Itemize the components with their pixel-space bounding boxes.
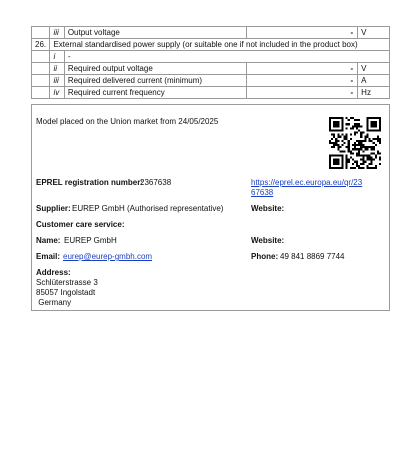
spec-table [31, 26, 390, 99]
eprel-label: EPREL registration number: [36, 178, 143, 187]
phone-label: Phone: [251, 252, 279, 261]
row-value: - [247, 63, 358, 75]
email-link[interactable]: eurep@eurep-gmbh.com [63, 252, 153, 261]
row-label: Required delivered current (minimum) [64, 75, 247, 87]
row-unit: V [358, 63, 390, 75]
row-label: Required current frequency [64, 87, 247, 99]
row-label: Output voltage [64, 27, 247, 39]
row-label: Required output voltage [64, 63, 247, 75]
care-website-label: Website: [251, 236, 285, 245]
table-row [32, 63, 390, 75]
row-number [32, 51, 50, 63]
address-label: Address: [36, 268, 71, 277]
row-value: - [247, 27, 358, 39]
table-row [32, 75, 390, 87]
address-line: Germany [36, 298, 72, 307]
row-number [32, 87, 50, 99]
row-roman: iii [50, 75, 64, 87]
table-row [32, 87, 390, 99]
row-number [32, 75, 50, 87]
supplier-website-label: Website: [251, 204, 285, 213]
row-number [32, 27, 50, 39]
row-unit: Hz [358, 87, 390, 99]
market-text: Model placed on the Union market from 24/05/2025 [36, 117, 219, 126]
table-row [32, 51, 390, 63]
row-label: External standardised power supply (or suitable one if not included in the product box) [50, 39, 390, 51]
name-label: Name: [36, 236, 61, 245]
phone-value: 49 841 8869 7744 [280, 252, 345, 261]
address-line: 85057 Ingolstadt [36, 288, 96, 297]
row-number: 26. [32, 39, 50, 51]
row-label: - [64, 51, 389, 63]
row-number [32, 63, 50, 75]
eprel-link[interactable]: https://eprel.ec.europa.eu/qr/23 [251, 178, 363, 187]
qr-code-icon [329, 117, 381, 169]
supplier-label: Supplier: [36, 204, 71, 213]
row-unit: A [358, 75, 390, 87]
row-roman: iv [50, 87, 64, 99]
table-row [32, 39, 390, 51]
eprel-value: 2367638 [140, 178, 172, 187]
customer-care-label: Customer care service: [36, 220, 125, 229]
row-value: - [247, 75, 358, 87]
name-value: EUREP GmbH [64, 236, 117, 245]
table-row [32, 27, 390, 39]
row-value: - [247, 87, 358, 99]
supplier-value: EUREP GmbH (Authorised representative) [72, 204, 224, 213]
row-roman: iii [50, 27, 64, 39]
email-label: Email: [36, 252, 61, 261]
eprel-link-continued[interactable]: 67638 [251, 188, 274, 197]
row-roman: ii [50, 63, 64, 75]
info-box [31, 104, 390, 311]
row-roman: i [50, 51, 64, 63]
row-unit: V [358, 27, 390, 39]
address-line: Schlüterstrasse 3 [36, 278, 98, 287]
